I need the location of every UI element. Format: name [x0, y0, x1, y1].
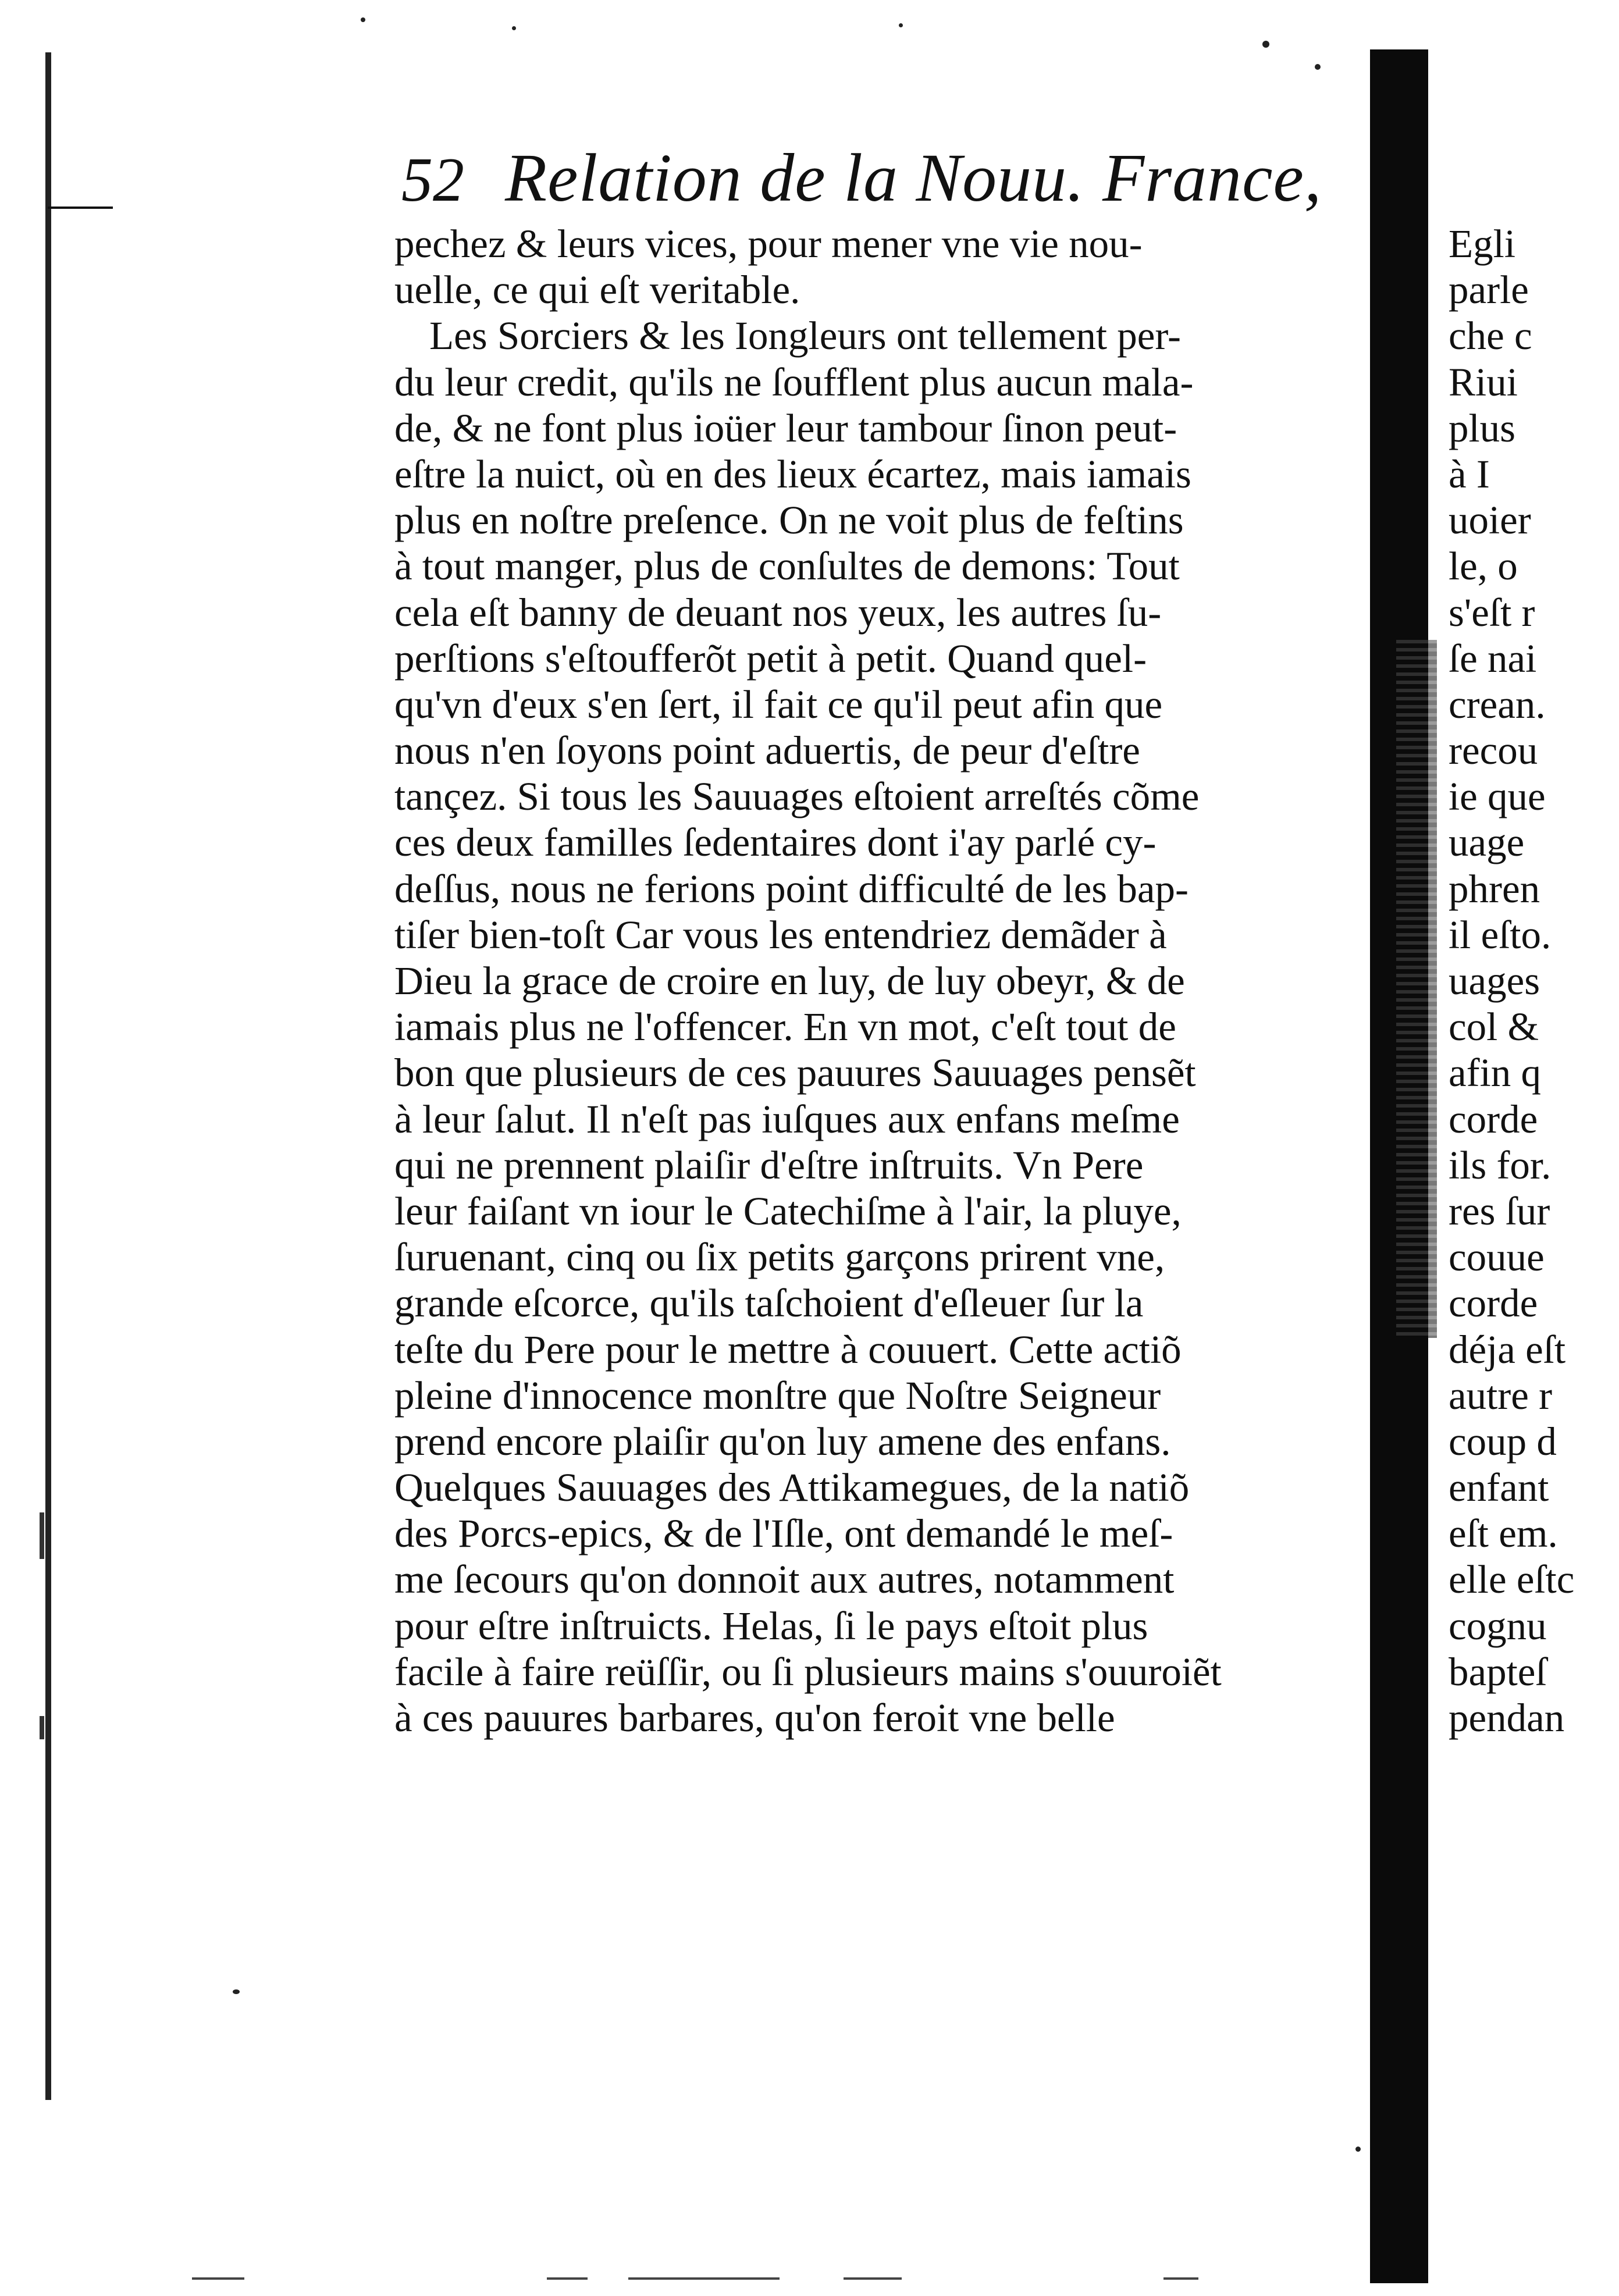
scan-footer-mark	[1163, 2277, 1198, 2280]
page-number: 52	[401, 145, 464, 215]
body-line: Quelques Sauuages des Attikamegues, de la natiõ	[394, 1465, 1190, 1510]
body-line: des Porcs-epics, & de l'Iſle, ont demandé le meſ-	[394, 1511, 1173, 1556]
body-line: grande eſcorce, qu'ils taſchoient d'eſleuer ſur la	[394, 1281, 1144, 1326]
scan-footer-mark	[628, 2277, 780, 2280]
body-line: teſte du Pere pour le mettre à couuert. Cette actiõ	[394, 1327, 1182, 1372]
scan-speck	[512, 26, 516, 30]
scan-speck	[899, 23, 903, 27]
facing-line: s'eſt r	[1449, 590, 1535, 635]
scan-footer-mark	[547, 2277, 588, 2280]
facing-line: coup d	[1449, 1419, 1557, 1464]
body-line: bon que plusieurs de ces pauures Sauuages pensẽt	[394, 1051, 1196, 1095]
body-line: eſtre la nuict, où en des lieux écartez, mais iamais	[394, 451, 1191, 496]
facing-line: uage	[1449, 820, 1525, 865]
body-line: de, & ne font plus ioüer leur tambour ſinon peut-	[394, 405, 1177, 450]
facing-line: il eſto.	[1449, 912, 1552, 957]
facing-line: ſe nai	[1449, 636, 1537, 681]
facing-line: corde	[1449, 1281, 1538, 1326]
body-line: pleine d'innocence monſtre que Noſtre Seigneur	[394, 1373, 1161, 1418]
facing-page-lines	[1449, 221, 1600, 1741]
facing-line: eſt em.	[1449, 1511, 1558, 1556]
facing-line: uoier	[1449, 498, 1531, 543]
body-line: leur faiſant vn iour le Catechiſme à l'air, la pluye,	[394, 1188, 1182, 1233]
gutter-texture	[1396, 640, 1437, 1338]
facing-line: Egli	[1449, 222, 1515, 266]
left-margin-rule	[48, 207, 113, 209]
body-line: iamais plus ne l'offencer. En vn mot, c'eſt tout de	[394, 1005, 1176, 1049]
facing-line: bapteſ	[1449, 1649, 1547, 1694]
facing-line: déja eſt	[1449, 1327, 1566, 1372]
facing-line: le, o	[1449, 544, 1518, 589]
body-line: deſſus, nous ne ferions point difficulté de les bap-	[394, 866, 1189, 911]
body-line: perſtions s'eſtoufferõt petit à petit. Quand quel-	[394, 636, 1147, 681]
left-page-edge-shadow	[45, 52, 51, 2100]
body-line: tançez. Si tous les Sauuages eſtoient arreſtés cõme	[394, 774, 1200, 819]
body-line: à tout manger, plus de conſultes de demons: Tout	[394, 544, 1180, 589]
body-line: facile à faire reüſſir, ou ſi plusieurs mains s'ouuroiẽt	[394, 1649, 1222, 1694]
body-line: Dieu la grace de croire en luy, de luy obeyr, & de	[394, 959, 1185, 1003]
scan-speck	[1315, 64, 1321, 70]
body-line: ſuruenant, cinq ou ſix petits garçons prirent vne,	[394, 1235, 1165, 1280]
facing-line: parle	[1449, 268, 1529, 312]
facing-line: ils for.	[1449, 1142, 1552, 1187]
body-line: qu'vn d'eux s'en ſert, il fait ce qu'il peut afin que	[394, 682, 1163, 727]
facing-line: pendan	[1449, 1696, 1565, 1740]
body-line: à leur ſalut. Il n'eſt pas iuſques aux enfans meſme	[394, 1097, 1180, 1141]
facing-line: Riui	[1449, 359, 1518, 404]
facing-line: à I	[1449, 451, 1490, 496]
scan-footer-mark	[192, 2277, 244, 2280]
facing-line: ie que	[1449, 774, 1546, 819]
body-line: à ces pauures barbares, qu'on feroit vne belle	[394, 1696, 1115, 1740]
body-line: tiſer bien-toſt Car vous les entendriez demãder à	[394, 912, 1167, 957]
body-line: nous n'en ſoyons point aduertis, de peur d'eſtre	[394, 728, 1140, 773]
body-line: plus en noſtre preſence. On ne voit plus de feſtins	[394, 498, 1184, 543]
facing-line: res ſur	[1449, 1188, 1550, 1233]
body-line: ces deux familles ſedentaires dont i'ay parlé cy-	[394, 820, 1157, 865]
scan-speck	[1262, 41, 1269, 48]
facing-line: che c	[1449, 314, 1532, 358]
facing-line: uages	[1449, 959, 1540, 1003]
facing-line: couue	[1449, 1235, 1545, 1280]
facing-line: crean.	[1449, 682, 1546, 727]
scan-footer-mark	[844, 2277, 902, 2280]
body-line: qui ne prennent plaiſir d'eſtre inſtruits. Vn Pere	[394, 1142, 1144, 1187]
facing-line: corde	[1449, 1097, 1538, 1141]
running-head	[401, 138, 1322, 226]
left-edge-mark	[40, 1512, 44, 1559]
body-line: cela eſt banny de deuant nos yeux, les autres ſu-	[394, 590, 1162, 635]
body-line: uelle, ce qui eſt veritable.	[394, 268, 800, 312]
facing-line: plus	[1449, 405, 1516, 450]
body-line: Les Sorciers & les Iongleurs ont tellement per-	[429, 314, 1181, 358]
body-line: du leur credit, qu'ils ne ſoufflent plus aucun mala-	[394, 359, 1194, 404]
facing-page-fragment	[1449, 221, 1600, 2106]
left-edge-mark	[40, 1716, 44, 1739]
scan-speck	[1355, 2147, 1361, 2152]
facing-line: recou	[1449, 728, 1538, 773]
facing-line: enfant	[1449, 1465, 1549, 1510]
body-line: pour eſtre inſtruicts. Helas, ſi le pays eſtoit plus	[394, 1603, 1148, 1648]
facing-line: elle eſtc	[1449, 1557, 1575, 1602]
scan-speck	[233, 1989, 240, 1994]
body-line: pechez & leurs vices, pour mener vne vie nou-	[394, 222, 1143, 266]
facing-line: autre r	[1449, 1373, 1553, 1418]
running-title: Relation de la Nouu. France,	[505, 140, 1322, 216]
facing-line: phren	[1449, 866, 1540, 911]
facing-line: afin q	[1449, 1051, 1542, 1095]
facing-line: col &	[1449, 1005, 1539, 1049]
body-text	[394, 221, 1378, 1741]
body-line: me ſecours qu'on donnoit aux autres, notamment	[394, 1557, 1175, 1602]
main-page	[384, 128, 1373, 2117]
scan-speck	[361, 17, 365, 22]
body-line: prend encore plaiſir qu'on luy amene des enfans.	[394, 1419, 1171, 1464]
facing-line: cognu	[1449, 1603, 1547, 1648]
